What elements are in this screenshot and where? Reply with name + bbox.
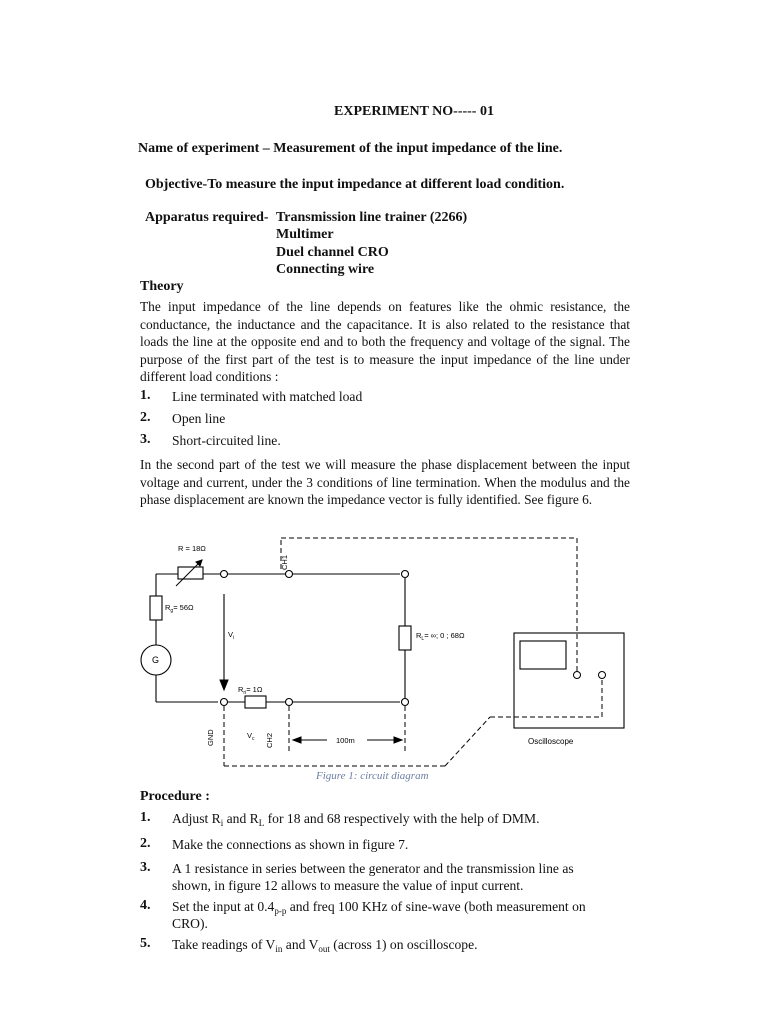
list-number: 3. (140, 432, 151, 447)
theory-paragraph-1: The input impedance of the line depends on features like the ohmic resistance, the conductance, the inductance and the capacitance. It is also related to the resistance that loads the line at the opposite end and to both the frequency and voltage of the signal. The purpose of the first part of the test is to measure the input impedance of the line under different load conditions : (140, 299, 630, 385)
circuit-diagram (140, 530, 640, 775)
list-number: 1. (140, 388, 151, 403)
step-number: 2. (140, 836, 151, 851)
theory-heading: Theory (140, 279, 184, 294)
label-length: 100m (336, 736, 355, 745)
label-ch1: CH1 (280, 554, 289, 570)
procedure-step-cont: shown, in figure 12 allows to measure the value of input current. (172, 878, 524, 893)
procedure-step: Adjust $R_i$ and $R_L$ for 18 and 68 respectively with the help of DMM. (172, 811, 540, 828)
objective: Objective-To measure the input impedance at different load condition. (145, 177, 565, 192)
procedure-step: Take readings of $V_{in}$ and $V_{out}$ (across 1) on oscilloscope. (172, 937, 478, 954)
list-item: Line terminated with matched load (172, 389, 363, 404)
label-gnd: GND (206, 729, 215, 746)
procedure-step: Make the connections as shown in figure 7. (172, 837, 409, 852)
list-item: Open line (172, 411, 226, 426)
apparatus-item: Duel channel CRO (276, 245, 389, 260)
step-number: 1. (140, 810, 151, 825)
name-of-experiment: Name of experiment – Measurement of the input impedance of the line. (138, 141, 563, 156)
step-number: 3. (140, 860, 151, 875)
label-vc: $V_c$ (247, 731, 255, 742)
label-ch2: CH2 (265, 732, 274, 748)
apparatus-item: Connecting wire (276, 262, 375, 277)
list-number: 2. (140, 410, 151, 425)
step-number: 4. (140, 898, 151, 913)
apparatus-label: Apparatus required- (145, 210, 269, 225)
label-vi: $V_i$ (228, 630, 235, 641)
procedure-heading: Procedure : (140, 789, 210, 804)
generator-label: G (152, 655, 160, 665)
label-rl: $R_L=$ ∞; 0 ; 68Ω (416, 631, 465, 642)
procedure-step-cont: CRO). (172, 916, 208, 931)
experiment-title: EXPERIMENT NO----- 01 (334, 104, 494, 119)
label-rg: $R_g= 56\Omega$ (165, 603, 194, 614)
label-ri: $R_{ri}= 1\Omega$ (238, 685, 263, 696)
procedure-step: Set the input at $0.4_{p-p}$ and freq 100 KHz of sine-wave (both measurement on (172, 899, 586, 916)
list-item: Short-circuited line. (172, 433, 281, 448)
step-number: 5. (140, 936, 151, 951)
label-oscilloscope: Oscilloscope (528, 737, 574, 746)
label-r-top: R = 18Ω (178, 544, 206, 553)
apparatus-item: Multimer (276, 227, 334, 242)
theory-paragraph-2: In the second part of the test we will measure the phase displacement between the input voltage and current, under the 3 conditions of line termination. When the modulus and the phase displacement are known the impedance vector is fully identified. See figure 6. (140, 457, 630, 508)
procedure-step: A 1 resistance in series between the generator and the transmission line as (172, 861, 574, 876)
apparatus-item: Transmission line trainer (2266) (276, 210, 468, 225)
figure-caption: Figure 1: circuit diagram (316, 770, 429, 782)
